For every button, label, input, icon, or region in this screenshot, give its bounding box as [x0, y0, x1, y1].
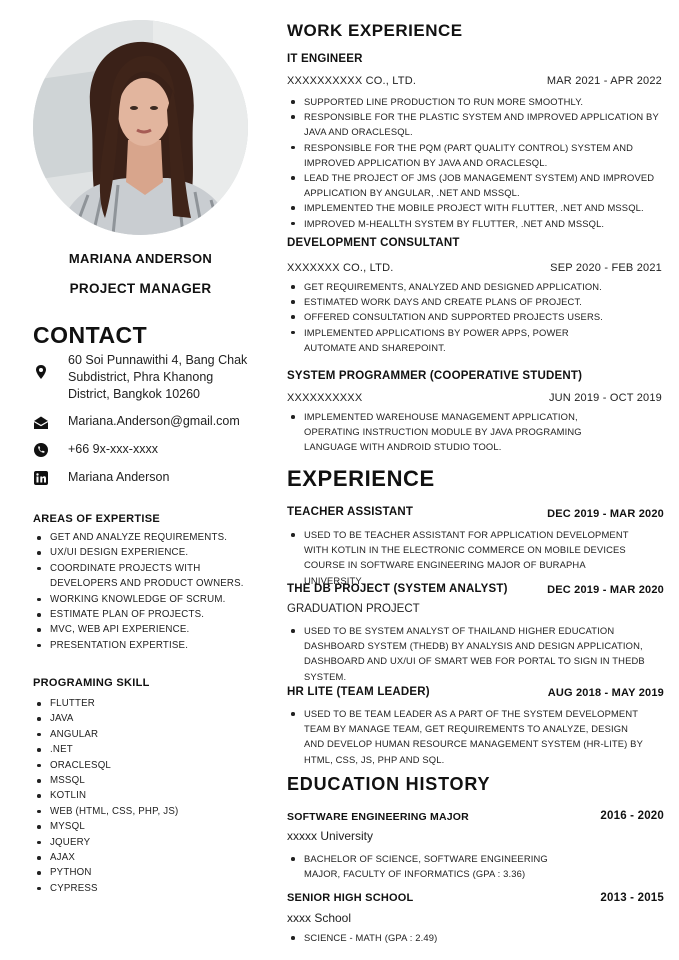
job-bullet: SUPPORTED LINE PRODUCTION TO RUN MORE SMOOTHLY. — [291, 94, 661, 109]
experience-dates: DEC 2019 - MAR 2020 — [547, 508, 664, 520]
skill-item: .NET — [37, 742, 178, 757]
profile-title: PROJECT MANAGER — [69, 281, 212, 296]
contact-phone: +66 9x-xxx-xxxx — [68, 442, 158, 456]
education-bullets — [291, 851, 581, 881]
phone-icon — [33, 442, 49, 458]
job-bullet: OFFERED CONSULTATION AND SUPPORTED PROJECTS USERS. — [291, 309, 661, 324]
job-title: IT ENGINEER — [287, 53, 363, 65]
expertise-item: MVC, WEB API EXPERIENCE. — [37, 622, 244, 637]
job-bullets — [291, 279, 661, 355]
education-bullets — [291, 930, 591, 945]
experience-title: THE DB PROJECT (SYSTEM ANALYST) — [287, 583, 508, 595]
job-title: SYSTEM PROGRAMMER (COOPERATIVE STUDENT) — [287, 370, 583, 382]
expertise-list — [37, 530, 244, 653]
skill-item: MSSQL — [37, 773, 178, 788]
job-bullet: IMPLEMENTED WAREHOUSE MANAGEMENT APPLICATION, OPERATING INSTRUCTION MODULE BY JAVA PROGRAMING LANGUAGE WITH ANDROID STUDIO TOOL. — [291, 409, 611, 455]
experience-dates: DEC 2019 - MAR 2020 — [547, 584, 664, 596]
profile-photo — [33, 20, 248, 235]
job-bullet: IMPLEMENTED THE MOBILE PROJECT WITH FLUTTER, .NET AND MSSQL. — [291, 200, 661, 215]
experience-title: HR LITE (TEAM LEADER) — [287, 686, 430, 698]
skill-item: CYPRESS — [37, 881, 178, 896]
job-title: DEVELOPMENT CONSULTANT — [287, 237, 460, 249]
skill-item: JQUERY — [37, 835, 178, 850]
education-degree: SENIOR HIGH SCHOOL — [287, 892, 414, 904]
job-bullet: ESTIMATED WORK DAYS AND CREATE PLANS OF PROJECT. — [291, 294, 661, 309]
skill-item: ORACLESQL — [37, 758, 178, 773]
job-bullet: RESPONSIBLE FOR THE PQM (PART QUALITY CONTROL) SYSTEM AND IMPROVED APPLICATION BY JAVA AND ORACLESQL. — [291, 140, 661, 170]
job-company: XXXXXXX CO., LTD. — [287, 262, 394, 274]
education-school: xxxxx University — [287, 829, 374, 843]
experience-bullet: USED TO BE TEAM LEADER AS A PART OF THE SYSTEM DEVELOPMENT TEAM BY MANAGE TEAM, GET REQUIREMENTS TO ANALYZE, DESIGN AND DEVELOP HUMAN RESOURCE MANAGEMENT SYSTEM (HR-LITE) BY HTML, CSS, JS, PHP AND SQL. — [291, 706, 646, 767]
experience-bullets — [291, 623, 646, 684]
job-dates: JUN 2019 - OCT 2019 — [548, 392, 662, 404]
job-bullet: RESPONSIBLE FOR THE PLASTIC SYSTEM AND IMPROVED APPLICATION BY JAVA AND ORACLESQL. — [291, 109, 661, 139]
skill-item: WEB (HTML, CSS, PHP, JS) — [37, 804, 178, 819]
profile-name: MARIANA ANDERSON — [68, 251, 213, 266]
expertise-item-continued: DEVELOPERS AND PRODUCT OWNERS. — [50, 578, 244, 590]
contact-heading: CONTACT — [33, 322, 148, 348]
contact-linkedin[interactable]: Mariana Anderson — [68, 470, 170, 484]
skill-item: KOTLIN — [37, 788, 178, 803]
job-bullet: IMPROVED M-HEALLTH SYSTEM BY FLUTTER, .NET AND MSSQL. — [291, 216, 661, 231]
programming-heading: PROGRAMING SKILL — [33, 677, 150, 689]
expertise-item: WORKING KNOWLEDGE OF SCRUM. — [37, 592, 244, 607]
expertise-item: PRESENTATION EXPERTISE. — [37, 638, 244, 653]
education-years: 2013 - 2015 — [600, 892, 664, 904]
job-dates: MAR 2021 - APR 2022 — [546, 75, 662, 87]
expertise-item: UX/UI DESIGN EXPERIENCE. — [37, 545, 244, 560]
experience-dates: AUG 2018 - MAY 2019 — [547, 687, 664, 699]
skill-item: AJAX — [37, 850, 178, 865]
experience-bullets — [291, 527, 636, 588]
skill-item: PYTHON — [37, 865, 178, 880]
experience-bullet: USED TO BE TEACHER ASSISTANT FOR APPLICATION DEVELOPMENT WITH KOTLIN IN THE ELECTRONIC COMMERCE ON MOBILE DEVICES COURSE IN SOFTWARE ENGINEERING MAJOR OF BURAPHA UNIVERSITY. — [291, 527, 636, 588]
job-dates: SEP 2020 - FEB 2021 — [550, 262, 662, 274]
experience-heading: EXPERIENCE — [287, 466, 435, 491]
linkedin-icon — [33, 470, 49, 486]
contact-email[interactable]: Mariana.Anderson@gmail.com — [68, 414, 240, 428]
portrait-image — [33, 20, 248, 235]
skill-item: JAVA — [37, 711, 178, 726]
work-experience-heading: WORK EXPERIENCE — [287, 21, 463, 40]
experience-title: TEACHER ASSISTANT — [287, 506, 414, 518]
contact-address: 60 Soi Punnawithi 4, Bang Chak Subdistrict, Phra Khanong District, Bangkok 10260 — [68, 353, 248, 401]
expertise-item: ESTIMATE PLAN OF PROJECTS. — [37, 607, 244, 622]
education-years: 2016 - 2020 — [600, 810, 664, 822]
job-bullets — [291, 409, 611, 455]
education-bullet: SCIENCE - MATH (GPA : 2.49) — [291, 930, 591, 945]
job-bullets — [291, 94, 661, 231]
experience-subtitle: GRADUATION PROJECT — [287, 603, 420, 615]
education-bullet: BACHELOR OF SCIENCE, SOFTWARE ENGINEERING MAJOR, FACULTY OF INFORMATICS (GPA : 3.36) — [291, 851, 581, 881]
skill-item: FLUTTER — [37, 696, 178, 711]
expertise-item: COORDINATE PROJECTS WITH — [37, 561, 244, 576]
expertise-item: GET AND ANALYZE REQUIREMENTS. — [37, 530, 244, 545]
expertise-heading: AREAS OF EXPERTISE — [33, 513, 161, 525]
job-bullet: IMPLEMENTED APPLICATIONS BY POWER APPS, POWER AUTOMATE AND SHAREPOINT. — [291, 325, 604, 355]
location-pin-icon — [33, 364, 49, 380]
job-bullet: GET REQUIREMENTS, ANALYZED AND DESIGNED APPLICATION. — [291, 279, 661, 294]
envelope-icon — [33, 415, 49, 431]
programming-list — [37, 696, 178, 896]
skill-item: MYSQL — [37, 819, 178, 834]
education-school: xxxx School — [287, 911, 352, 925]
experience-bullets — [291, 706, 646, 767]
job-bullet: LEAD THE PROJECT OF JMS (JOB MANAGEMENT SYSTEM) AND IMPROVED APPLICATION BY ANGULAR, .NET AND MSSQL. — [291, 170, 661, 200]
education-heading: EDUCATION HISTORY — [287, 774, 491, 794]
job-company: XXXXXXXXXX — [287, 392, 363, 404]
experience-bullet: USED TO BE SYSTEM ANALYST OF THAILAND HIGHER EDUCATION DASHBOARD SYSTEM (THEDB) BY ANALYSIS AND DESIGN APPLICATION, DASHBOARD AND UX/UI OF SMART WEB FOR PORTAL TO SIGN IN THEDB SYSTEM. — [291, 623, 646, 684]
education-degree: SOFTWARE ENGINEERING MAJOR — [287, 811, 469, 823]
skill-item: ANGULAR — [37, 727, 178, 742]
job-company: XXXXXXXXXX CO., LTD. — [287, 75, 417, 87]
